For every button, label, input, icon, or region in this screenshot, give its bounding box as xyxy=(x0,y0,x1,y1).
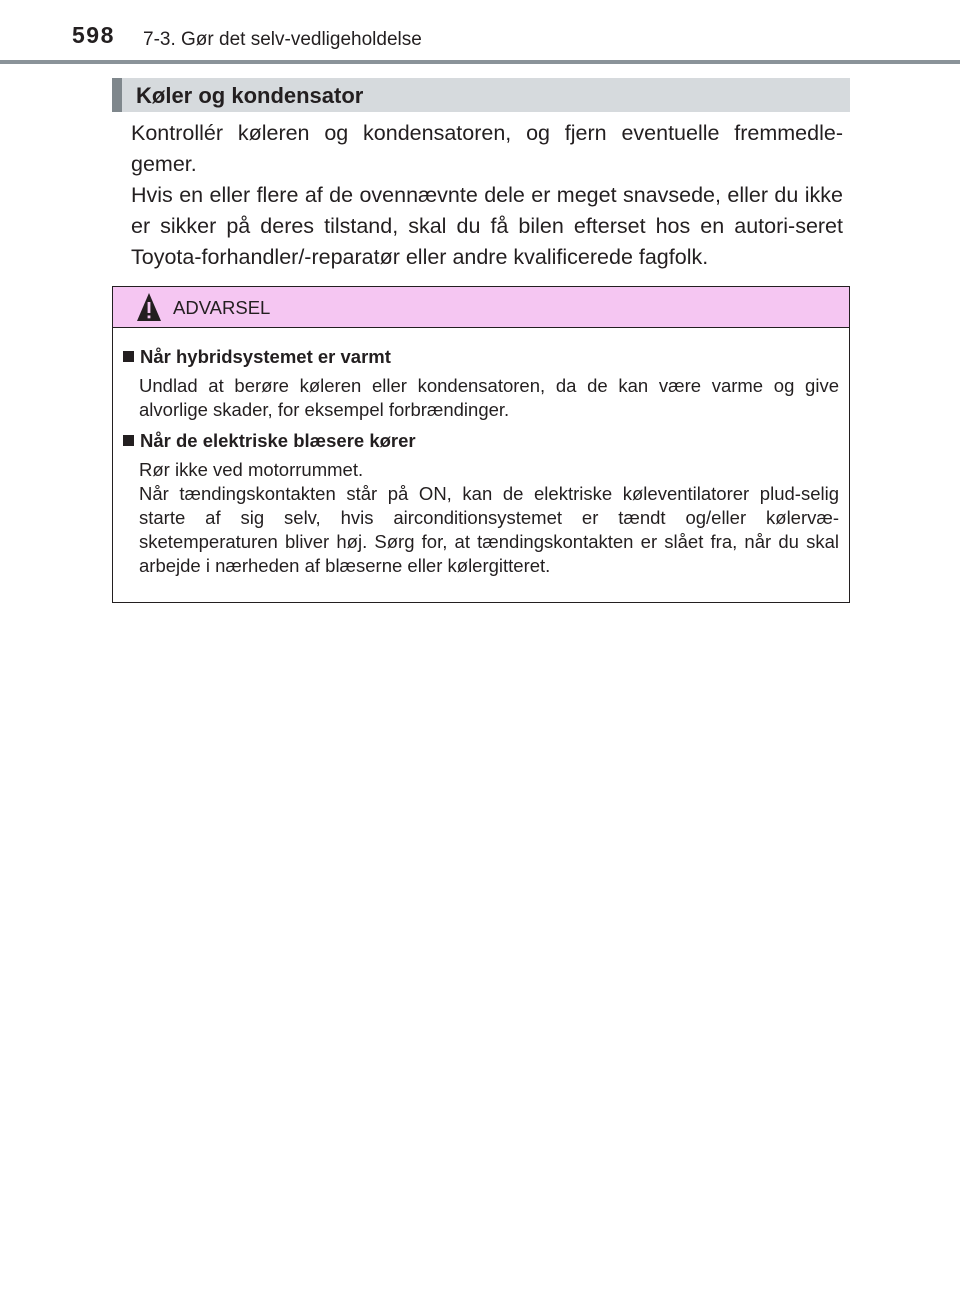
warning-item-line: Når tændingskontakten står på ON, kan de elektriske køleventilatorer plud-selig starte af sig selv, hvis airconditionsystemet er tændt og/eller kølervæ-sketemperaturen bliver høj. Sørg for, at tændingskontakten er slået fra, når du skal arbejde i nærheden af blæserne eller kølergitteret. xyxy=(139,483,839,576)
warning-item-line: Rør ikke ved motorrummet. xyxy=(139,459,364,480)
section-body xyxy=(131,118,843,273)
warning-label: ADVARSEL xyxy=(173,297,271,318)
warning-header xyxy=(113,287,849,328)
body-paragraph: Kontrollér køleren og kondensatoren, og fjern eventuelle fremmedle-gemer. xyxy=(131,121,843,176)
section-heading xyxy=(112,78,850,112)
square-bullet-icon xyxy=(123,435,134,446)
page-header xyxy=(0,0,960,64)
warning-item-line: Undlad at berøre køleren eller kondensatoren, da de kan være varme og give alvorlige skader, for eksempel forbrændinger. xyxy=(139,375,839,420)
warning-item-text xyxy=(139,374,839,422)
warning-item-title-text: Når de elektriske blæsere kører xyxy=(140,430,416,451)
page-number: 598 xyxy=(72,22,115,48)
section-heading-text: Køler og kondensator xyxy=(136,83,364,108)
header-rule xyxy=(0,60,960,64)
warning-item-title xyxy=(123,430,416,452)
square-bullet-icon xyxy=(123,351,134,362)
warning-item-text xyxy=(139,458,839,578)
chapter-title: 7-3. Gør det selv-vedligeholdelse xyxy=(143,29,422,50)
body-paragraph: Hvis en eller flere af de ovennævnte dele er meget snavsede, eller du ikke er sikker på deres tilstand, skal du få bilen efterset hos en autori-seret Toyota-forhandler/-reparatør eller andre kvalificerede fagfolk. xyxy=(131,183,843,269)
warning-item-title xyxy=(123,346,391,368)
warning-item-title-text: Når hybridsystemet er varmt xyxy=(140,346,391,367)
warning-box xyxy=(112,286,850,603)
warning-triangle-icon xyxy=(136,291,162,323)
